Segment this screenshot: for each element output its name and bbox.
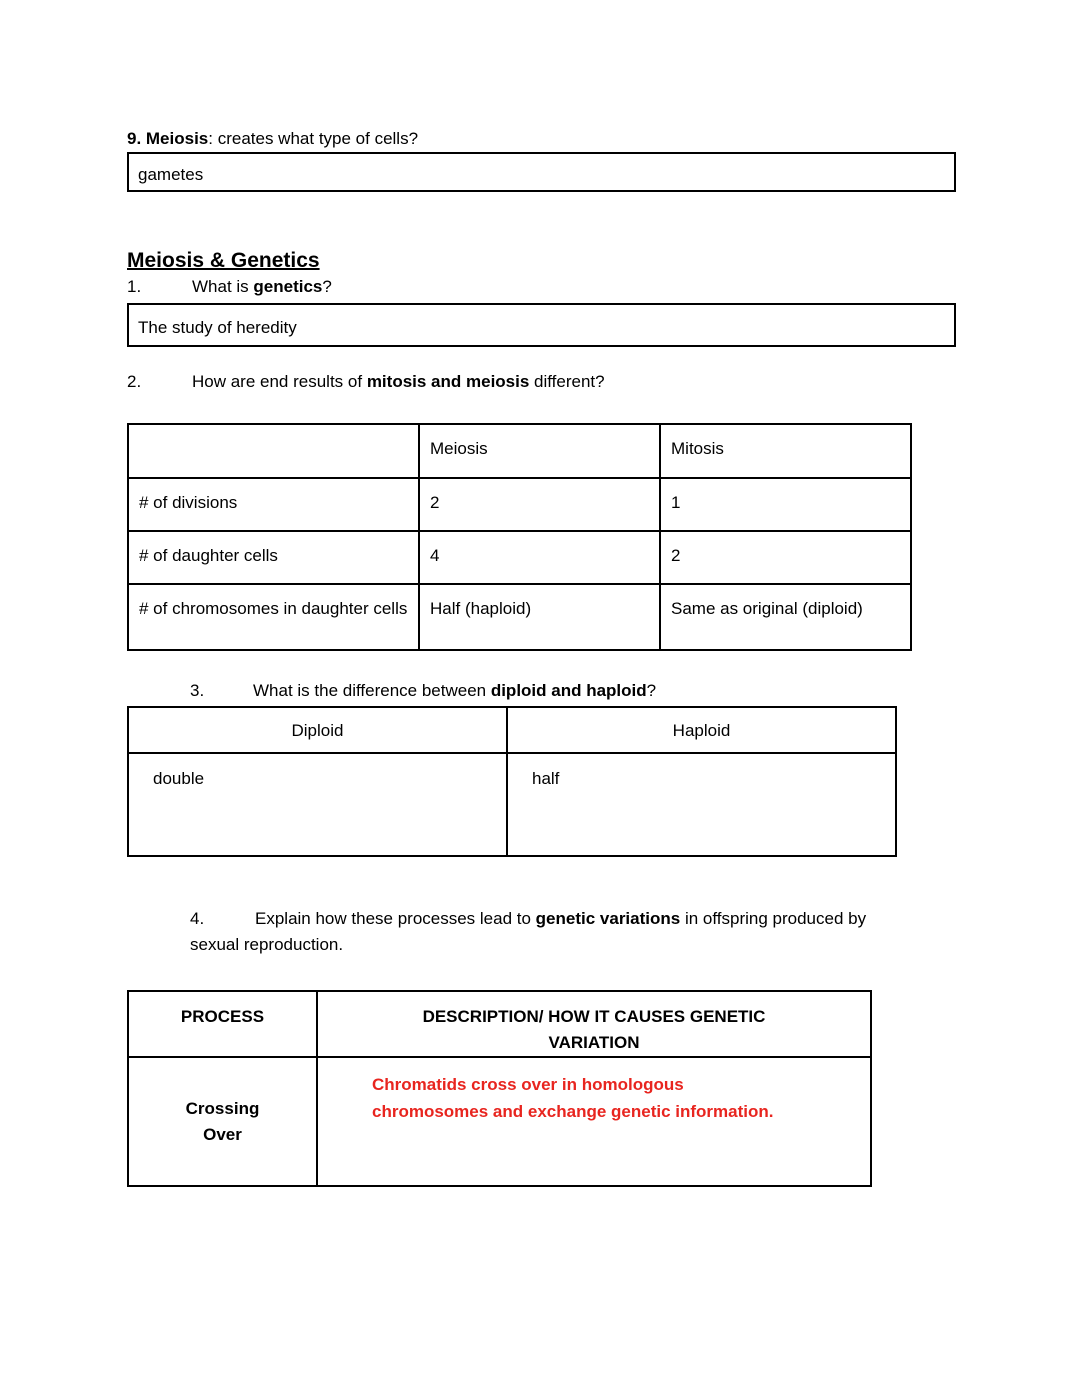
question-1-pre: What is <box>192 277 254 296</box>
answer-box-q1[interactable] <box>127 303 956 347</box>
answer-daughter-meiosis[interactable]: 4 <box>419 531 660 584</box>
question-3-bold: diploid and haploid <box>490 681 647 700</box>
answer-haploid[interactable]: half <box>507 753 896 856</box>
section-heading: Meiosis & Genetics <box>127 249 320 272</box>
question-1-post: ? <box>322 277 332 296</box>
variation-answer[interactable] <box>317 1057 871 1186</box>
question-4-bold: genetic variations <box>535 909 681 928</box>
question-4-post: in offspring produced by <box>680 909 867 928</box>
table-row <box>128 584 911 650</box>
comparison-header-blank <box>128 424 419 478</box>
table-row <box>128 531 911 584</box>
question-2-pre: How are end results of <box>192 372 367 391</box>
variation-answer-line2: chromosomes and exchange genetic information. <box>372 1102 774 1121</box>
question-4-number: 4. <box>190 909 205 928</box>
variation-header-row <box>128 991 871 1057</box>
process-label-crossing-over <box>128 1057 317 1186</box>
question-4-line1 <box>190 908 866 930</box>
answer-diploid[interactable]: double <box>128 753 507 856</box>
question-2-post: different? <box>529 372 605 391</box>
row-label-chromosomes: # of chromosomes in daughter cells <box>128 584 419 650</box>
question-2-bold: mitosis and meiosis <box>366 372 530 391</box>
ploidy-table <box>127 706 897 857</box>
table-row <box>128 478 911 531</box>
answer-q9: gametes <box>138 165 204 184</box>
question-3-pre: What is the difference between <box>253 681 491 700</box>
process-label-line1: Crossing <box>185 1098 260 1118</box>
question-3 <box>190 680 656 702</box>
description-header-line1: DESCRIPTION/ HOW IT CAUSES GENETIC <box>422 1007 766 1026</box>
answer-divisions-meiosis[interactable]: 2 <box>419 478 660 531</box>
variation-header-description <box>317 991 871 1057</box>
question-3-number: 3. <box>190 681 205 700</box>
question-9-text: : creates what type of cells? <box>208 129 419 148</box>
answer-box-q9[interactable] <box>127 152 956 192</box>
question-1-number: 1. <box>127 277 142 296</box>
answer-daughter-mitosis[interactable]: 2 <box>660 531 911 584</box>
comparison-header-row <box>128 424 911 478</box>
question-1 <box>127 276 332 298</box>
comparison-header-meiosis: Meiosis <box>419 424 660 478</box>
ploidy-header-haploid: Haploid <box>507 707 896 753</box>
question-9 <box>127 128 418 150</box>
variation-header-process: PROCESS <box>128 991 317 1057</box>
variation-answer-line1: Chromatids cross over in homologous <box>372 1075 684 1094</box>
row-label-daughter-cells: # of daughter cells <box>128 531 419 584</box>
question-4-pre: Explain how these processes lead to <box>255 909 536 928</box>
question-3-post: ? <box>646 681 657 700</box>
ploidy-header-diploid: Diploid <box>128 707 507 753</box>
question-4-line2: sexual reproduction. <box>190 935 344 954</box>
question-1-bold: genetics <box>253 277 323 296</box>
answer-q1: The study of heredity <box>138 318 297 337</box>
question-2 <box>127 371 605 393</box>
row-label-divisions: # of divisions <box>128 478 419 531</box>
comparison-header-mitosis: Mitosis <box>660 424 911 478</box>
answer-divisions-mitosis[interactable]: 1 <box>660 478 911 531</box>
question-2-number: 2. <box>127 372 142 391</box>
table-row <box>128 753 896 856</box>
answer-chromosomes-meiosis[interactable]: Half (haploid) <box>419 584 660 650</box>
ploidy-header-row <box>128 707 896 753</box>
table-row <box>128 1057 871 1186</box>
question-9-bold: 9. Meiosis <box>127 129 209 148</box>
variation-table <box>127 990 872 1187</box>
process-label-line2: Over <box>203 1124 242 1144</box>
answer-chromosomes-mitosis[interactable]: Same as original (diploid) <box>660 584 911 650</box>
comparison-table <box>127 423 912 651</box>
description-header-line2: VARIATION <box>548 1033 640 1052</box>
